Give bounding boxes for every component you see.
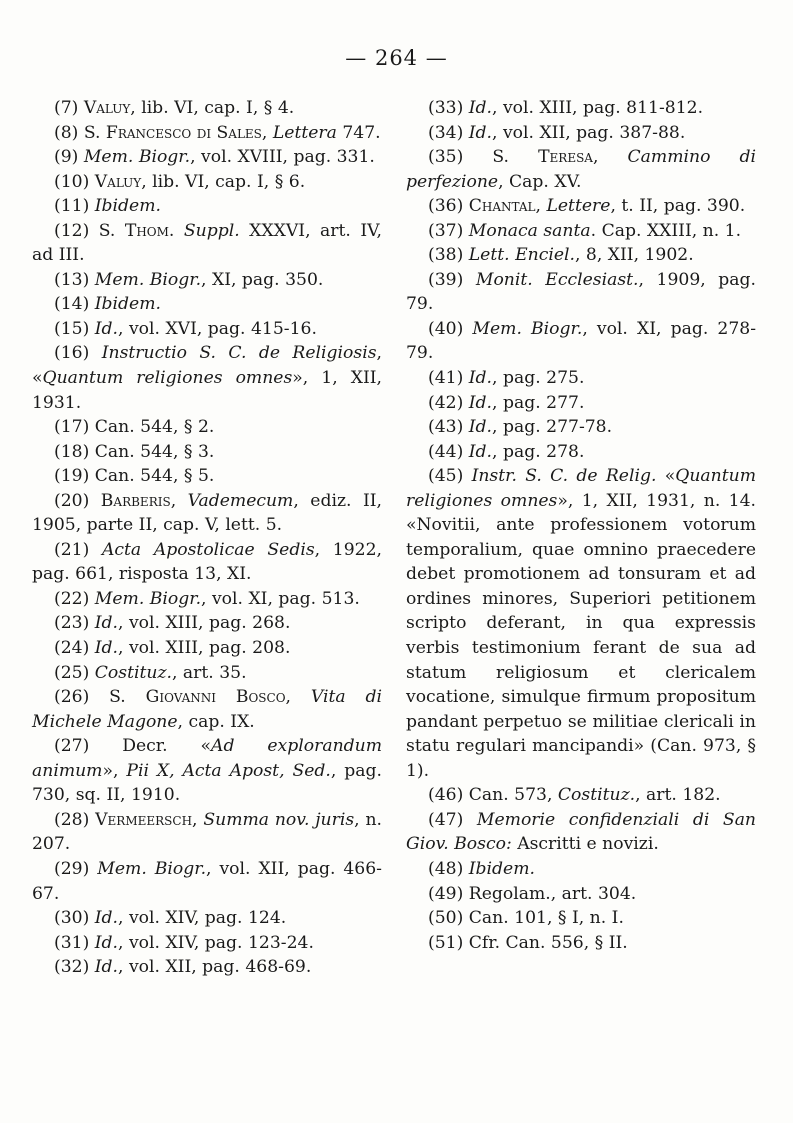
footnote-text: Cfr. Can. 556, § II. xyxy=(463,932,628,953)
footnote-text: », 1, XII, 1931. xyxy=(32,368,382,413)
footnote-number: (43) xyxy=(428,417,464,438)
footnote-text: Id. xyxy=(468,122,493,143)
footnote xyxy=(406,391,756,416)
footnote-text: , 1909, pag. 79. xyxy=(406,269,756,315)
footnote xyxy=(32,685,382,734)
footnote-number: (17) xyxy=(54,417,90,438)
footnote-text: Mem. Biogr. xyxy=(94,588,202,609)
footnote-number: (19) xyxy=(54,466,90,487)
footnote-text: , vol. XIV, pag. 123-24. xyxy=(118,932,314,953)
footnote-number: (37) xyxy=(428,220,464,241)
footnote-text: , xyxy=(285,687,311,708)
footnote-number: (32) xyxy=(54,957,90,978)
footnote-text: , 1922, pag. 661, risposta 13, XI. xyxy=(32,539,382,585)
footnote-number: (40) xyxy=(428,318,464,339)
footnote-text: Ibidem. xyxy=(94,294,161,315)
footnotes-right-column xyxy=(406,96,756,955)
footnote-text: Monaca santa xyxy=(468,220,591,241)
footnote-number: (34) xyxy=(428,122,464,143)
footnote xyxy=(32,955,382,980)
footnote-number: (42) xyxy=(428,392,464,413)
footnote-text: , pag. 277-78. xyxy=(492,417,613,438)
footnote xyxy=(406,268,756,317)
footnote-text: Can. 101, § I, n. I. xyxy=(463,908,624,929)
footnote-number: (7) xyxy=(54,98,79,118)
footnote-text: , vol. XIII, pag. 268. xyxy=(118,613,291,634)
footnote-number: (15) xyxy=(54,318,90,339)
footnote-text: , ediz. II, 1905, parte II, cap. V, lett. 5. xyxy=(32,490,383,536)
footnote-text: « xyxy=(656,466,676,487)
footnote-number: (38) xyxy=(428,245,464,266)
footnote-text: Id. xyxy=(94,908,119,929)
footnote-text: 747. xyxy=(336,122,381,143)
footnote-text: Id. xyxy=(468,368,493,389)
footnote xyxy=(32,121,382,146)
footnote-text: , vol. XI, pag. 278-79. xyxy=(406,318,757,364)
footnote xyxy=(32,317,382,342)
footnote-text: Id. xyxy=(94,638,119,659)
footnote-text: , vol. XIII, pag. 208. xyxy=(118,638,291,659)
footnote-number: (8) xyxy=(54,122,79,143)
footnote-text: Regolam., art. 304. xyxy=(463,883,637,904)
footnote-text: Mem. Biogr. xyxy=(472,318,583,339)
footnote-text: , vol. XII, pag. 387-88. xyxy=(492,122,686,143)
footnote-text: , Cap. XV. xyxy=(498,171,582,192)
footnote-number: (30) xyxy=(54,908,90,929)
footnote-text: Ad explorandum animum xyxy=(32,736,383,781)
footnote-number: (36) xyxy=(428,196,464,217)
footnote-text: Memorie confidenziali di San Giov. Bosco: xyxy=(406,809,757,855)
footnote-text: Lettera xyxy=(272,122,337,143)
footnote xyxy=(32,611,382,636)
footnote-text xyxy=(463,270,476,290)
footnote xyxy=(406,121,756,146)
footnote-text: Id. xyxy=(94,613,119,634)
footnote-text: Thom. xyxy=(124,220,175,241)
footnote-text: , xyxy=(170,490,188,511)
footnote-text: , 8, XII, 1902. xyxy=(574,245,694,266)
footnote-text: Can. 544, § 3. xyxy=(89,441,215,462)
footnote-text: Quantum religiones omnes xyxy=(42,368,293,389)
footnote xyxy=(32,587,382,612)
footnote-text xyxy=(463,810,477,830)
footnote xyxy=(406,808,756,857)
footnote-number: (45) xyxy=(428,466,464,487)
footnote-text xyxy=(463,466,471,486)
footnote xyxy=(32,145,382,170)
footnote xyxy=(32,219,382,268)
footnote-text: Ibidem. xyxy=(94,196,161,217)
footnote-text: Costituz. xyxy=(557,785,636,806)
footnote-text: Can. 544, § 2. xyxy=(89,417,215,438)
footnote-text xyxy=(89,491,100,511)
footnote-text: Suppl. xyxy=(183,220,240,241)
footnote-number: (41) xyxy=(428,368,464,389)
footnote-text: , pag. 730, sq. II, 1910. xyxy=(32,760,382,806)
footnote-text: , art. 182. xyxy=(635,785,721,806)
footnote-text: Pii X, Acta Apost, Sed. xyxy=(126,760,331,781)
footnote-number: (12) xyxy=(54,220,90,241)
footnote-number: (16) xyxy=(54,343,90,364)
footnote-text: , art. 35. xyxy=(171,662,247,683)
footnote xyxy=(406,906,756,931)
footnote-number: (31) xyxy=(54,932,90,953)
footnote-text: Summa nov. juris xyxy=(203,809,355,830)
footnote-text: , xyxy=(592,147,628,168)
footnote xyxy=(32,808,382,857)
footnote-text: , xyxy=(261,122,273,143)
footnote-text: Lett. Enciel. xyxy=(468,245,575,266)
footnote-text: Vermeersch xyxy=(95,809,193,830)
footnote-text: , XI, pag. 350. xyxy=(201,269,324,290)
footnote-text: Vita di Michele Magone xyxy=(32,687,382,732)
footnote xyxy=(406,96,756,121)
footnote-number: (27) xyxy=(54,736,90,757)
footnote-text: Mem. Biogr. xyxy=(97,858,207,879)
footnote-text: S. xyxy=(89,687,146,708)
footnotes-left-column xyxy=(32,96,382,980)
footnote xyxy=(32,268,382,293)
footnote-text: , vol. XVIII, pag. 331. xyxy=(190,147,375,168)
footnote-text: Valuy xyxy=(83,98,131,118)
footnote-text: Quantum religiones omnes xyxy=(406,466,756,511)
footnote-number: (11) xyxy=(54,196,90,217)
footnote-text: Mem. Biogr. xyxy=(83,147,191,168)
footnote xyxy=(406,317,756,366)
footnote xyxy=(406,415,756,440)
footnote-text: Ibidem. xyxy=(468,858,535,879)
footnote-text: , lib. VI, cap. I, § 4. xyxy=(130,98,295,118)
footnote-text: Cammino di perfezione xyxy=(406,147,756,192)
footnote-number: (44) xyxy=(428,441,464,462)
footnote-text: , « xyxy=(32,343,382,389)
footnote-text: Id. xyxy=(94,318,119,339)
footnote xyxy=(32,170,382,195)
footnote-number: (13) xyxy=(54,269,90,290)
footnote-text: , lib. VI, cap. I, § 6. xyxy=(141,171,306,192)
footnote-number: (46) xyxy=(428,785,464,806)
footnote-text xyxy=(89,540,102,560)
footnote-text: , vol. XII, pag. 468-69. xyxy=(118,957,312,978)
footnote-number: (18) xyxy=(54,441,90,462)
footnote-text: , cap. IX. xyxy=(177,711,255,732)
footnote-text xyxy=(89,343,101,363)
footnote xyxy=(32,734,382,808)
footnote-text: XXXVI, art. IV, ad III. xyxy=(32,220,382,266)
footnote-text: Id. xyxy=(94,932,119,953)
footnote-text: Vademecum xyxy=(187,490,294,511)
footnote-text: Instructio S. C. de Religiosis xyxy=(101,343,377,364)
footnote xyxy=(406,243,756,268)
footnote-text: Can. 573, xyxy=(463,785,558,806)
footnote-number: (20) xyxy=(54,490,90,511)
page-number: — 264 — xyxy=(345,46,448,70)
footnote xyxy=(32,292,382,317)
footnote-text: . Cap. XXIII, n. 1. xyxy=(590,220,742,241)
footnote-text: Id. xyxy=(468,417,493,438)
footnote-text: , vol. XIII, pag. 811-812. xyxy=(492,98,704,118)
footnote-text: Id. xyxy=(468,98,493,118)
footnote-text: Lettere xyxy=(546,196,611,217)
footnote-text: S. xyxy=(463,147,539,168)
footnote-number: (26) xyxy=(54,687,90,708)
footnote-text: , pag. 275. xyxy=(492,368,585,389)
footnote-text xyxy=(174,221,183,241)
footnote-text: , vol. XII, pag. 466-67. xyxy=(32,858,382,904)
footnote-number: (47) xyxy=(428,809,464,830)
footnote xyxy=(32,415,382,440)
footnote-text: , vol. XIV, pag. 124. xyxy=(118,908,287,929)
footnote-text: », 1, XII, 1931, n. 14. «Novitii, ante professionem votorum temporalium, quae omnino praecedere debet promotionem ad tonsuram et ad ordines minores, Superiori petitionem scripto deferant, in qua expressis verbis testimonium ferant de sua ad statum religiosum et clericalem vocatione, simulque firmum propositum pandant perpetuo se militiae clericali in statu regulari mancipandi» (Can. 973, § 1). xyxy=(406,490,756,781)
footnote xyxy=(32,906,382,931)
footnote xyxy=(406,931,756,956)
footnote xyxy=(406,219,756,244)
footnote-number: (9) xyxy=(54,147,79,168)
footnote xyxy=(406,145,756,194)
footnote-text: Teresa xyxy=(538,147,593,168)
footnote xyxy=(32,96,382,121)
footnote-text: Instr. S. C. de Relig. xyxy=(471,466,657,487)
footnote-number: (39) xyxy=(428,269,464,290)
footnote-text: , vol. XI, pag. 513. xyxy=(201,588,360,609)
footnote-number: (21) xyxy=(54,539,90,560)
footnote-number: (28) xyxy=(54,809,90,830)
footnote-text: Giovanni Bosco xyxy=(145,687,286,708)
footnote xyxy=(32,931,382,956)
footnote-text: Id. xyxy=(94,957,119,978)
footnote-number: (33) xyxy=(428,98,464,118)
footnote-text: Ascritti e novizi. xyxy=(511,834,659,855)
footnote-text: Mem. Biogr. xyxy=(94,269,202,290)
footnote-text: Id. xyxy=(468,392,493,413)
footnote xyxy=(406,882,756,907)
footnote-text: Chantal xyxy=(468,196,536,217)
footnote-text: Acta Apostolicae Sedis xyxy=(101,539,315,560)
footnote-number: (29) xyxy=(54,858,90,879)
footnote xyxy=(32,636,382,661)
footnote-text: Monit. Ecclesiast. xyxy=(475,269,639,290)
footnote-text: », xyxy=(102,760,127,781)
footnote-number: (50) xyxy=(428,908,464,929)
footnote xyxy=(32,857,382,906)
footnote xyxy=(32,661,382,686)
footnote-text: Decr. « xyxy=(89,736,212,757)
footnote-text: Id. xyxy=(468,441,493,462)
footnote-number: (49) xyxy=(428,883,464,904)
footnote-number: (14) xyxy=(54,294,90,315)
footnote-number: (10) xyxy=(54,171,90,192)
footnote-text: Barberis xyxy=(100,490,171,511)
footnote xyxy=(406,366,756,391)
footnote-text: S. xyxy=(89,220,125,241)
footnote-number: (35) xyxy=(428,147,464,168)
footnote xyxy=(32,464,382,489)
footnote xyxy=(32,341,382,415)
footnote xyxy=(32,538,382,587)
footnote-text: Francesco di Sales xyxy=(105,122,262,143)
footnote-text: , pag. 278. xyxy=(492,441,585,462)
footnote-number: (25) xyxy=(54,662,90,683)
footnote-number: (48) xyxy=(428,858,464,879)
footnote-text: Costituz. xyxy=(94,662,172,683)
footnote-text: Can. 544, § 5. xyxy=(89,466,215,487)
footnote xyxy=(32,440,382,465)
footnote-text: , xyxy=(192,809,204,830)
footnote-text: Valuy xyxy=(94,171,142,192)
footnote-number: (22) xyxy=(54,588,90,609)
footnote xyxy=(406,857,756,882)
footnote xyxy=(406,440,756,465)
footnote xyxy=(406,464,756,783)
footnote xyxy=(406,783,756,808)
footnote-number: (51) xyxy=(428,932,464,953)
footnote-text: , vol. XVI, pag. 415-16. xyxy=(118,318,317,339)
footnote-number: (23) xyxy=(54,613,90,634)
footnote xyxy=(32,489,382,538)
footnote-text: , xyxy=(535,196,547,217)
footnote-number: (24) xyxy=(54,638,90,659)
footnote-text: , t. II, pag. 390. xyxy=(610,196,746,217)
footnote xyxy=(32,194,382,219)
footnote-text: S. xyxy=(78,122,106,143)
footnote-text: , pag. 277. xyxy=(492,392,585,413)
footnote-text: , n. 207. xyxy=(32,809,382,855)
footnote xyxy=(406,194,756,219)
